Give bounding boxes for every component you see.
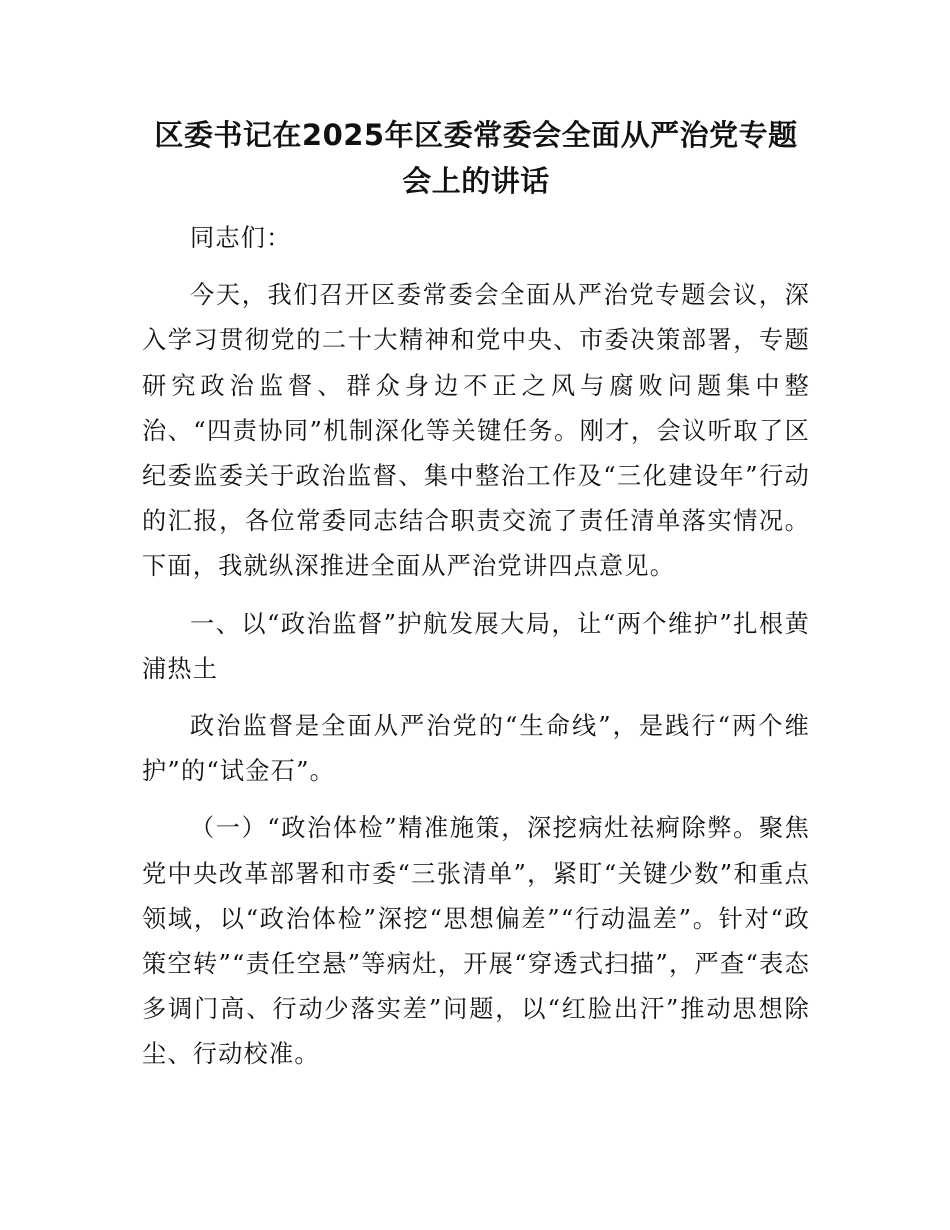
document-body xyxy=(142,112,810,1078)
paragraph-subsection-1: （一）“政治体检”精准施策，深挖病灶祛痾除弊。聚焦党中央改革部署和市委“三张清单”，紧盯“关键少数”和重点领域，以“政治体检”深挖“思想偏差”“行动温差”。针对“政策空转”“责任空悬”等病灶，开展“穿透式扫描”，严查“表态多调门高、行动少落实差”问题，以“红脸出汗”推动思想除尘、行动校准。 xyxy=(142,814,810,1069)
paragraph-section-1-lead: 政治监督是全面从严治党的“生命线”，是践行“两个维护”的“试金石”。 xyxy=(142,712,810,786)
section-heading-1: 一、以“政治监督”护航发展大局，让“两个维护”扎根黄浦热土 xyxy=(142,609,810,683)
paragraph-intro: 今天，我们召开区委常委会全面从严治党专题会议，深入学习贯彻党的二十大精神和党中央、市委决策部署，专题研究政治监督、群众身边不正之风与腐败问题集中整治、“四责协同”机制深化等关键任务。刚才，会议听取了区纪委监委关于政治监督、集中整治工作及“三化建设年”行动的汇报，各位常委同志结合职责交流了责任清单落实情况。下面，我就纵深推进全面从严治党讲四点意见。 xyxy=(142,281,810,581)
salutation: 同志们： xyxy=(190,224,292,252)
document-title: 区委书记在2025年区委常委会全面从严治党专题会上的讲话 xyxy=(154,118,798,198)
